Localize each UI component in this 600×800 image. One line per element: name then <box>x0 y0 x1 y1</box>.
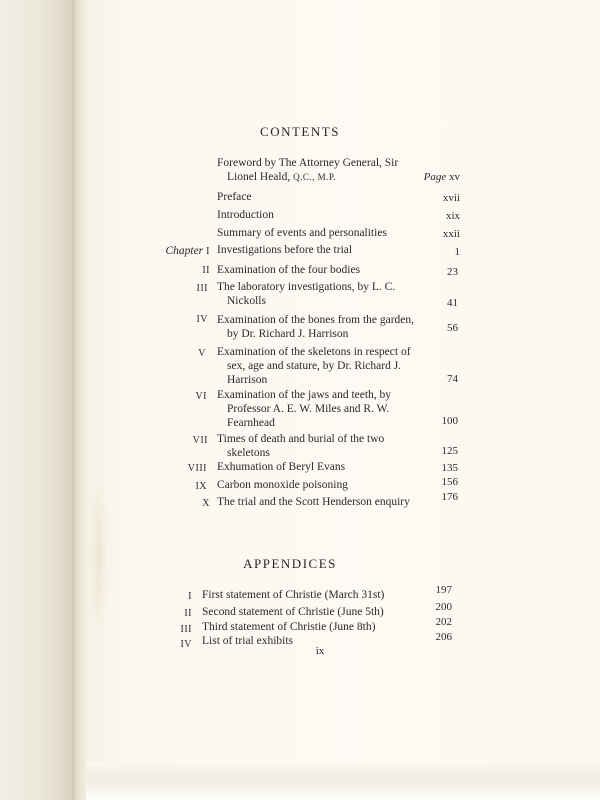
chapter-numeral: Chapter I <box>165 245 210 257</box>
page-stain <box>90 470 108 640</box>
page-bottom-edge <box>86 762 600 800</box>
contents-heading: CONTENTS <box>260 124 340 139</box>
appendices-heading: APPENDICES <box>243 556 337 571</box>
page-folio: ix <box>315 645 325 657</box>
toc-entry-page: Page xv <box>423 171 460 183</box>
toc-entry-title: Foreword by The Attorney General, Sir Lionel Heald, Q.C., M.P. <box>217 157 399 183</box>
book-spine-fold <box>72 0 86 800</box>
book-gutter-left <box>0 0 72 800</box>
